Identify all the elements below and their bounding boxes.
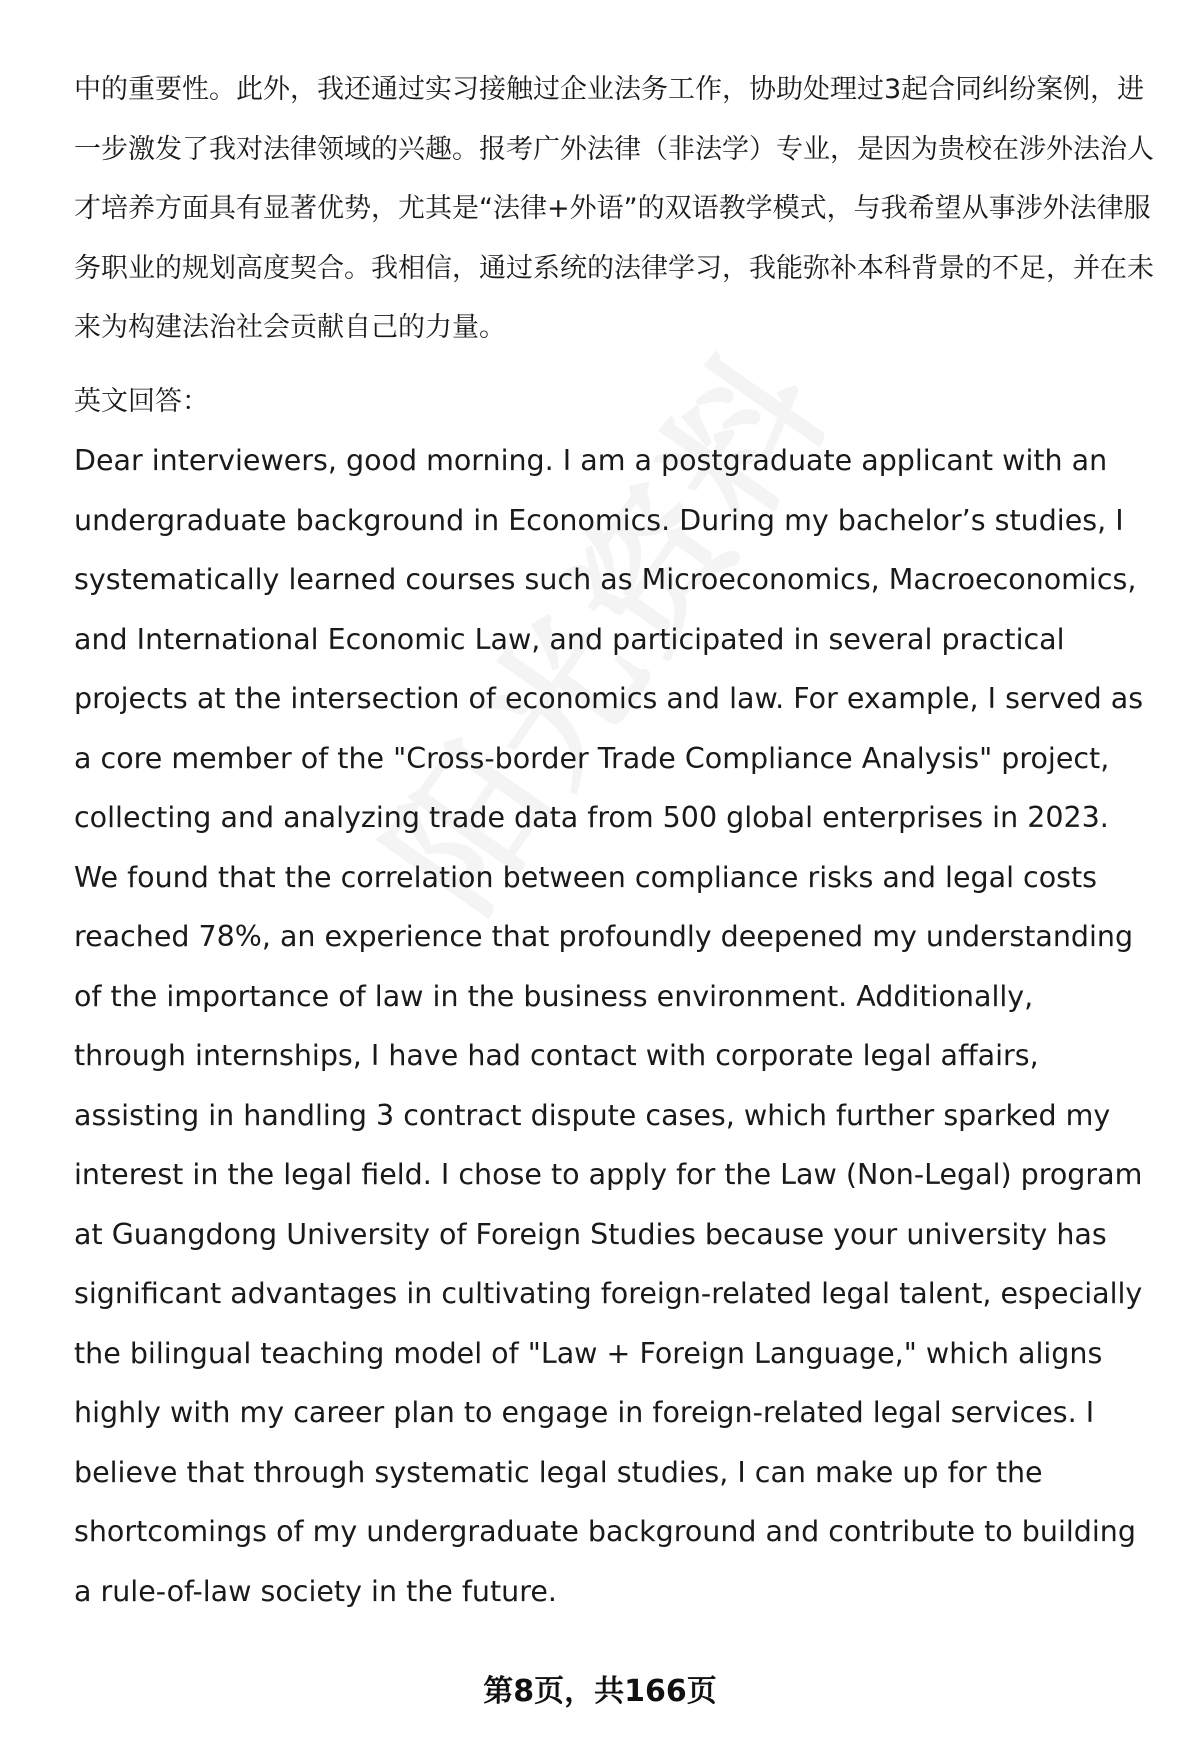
- chinese-answer-paragraph: 中的重要性。此外，我还通过实习接触过企业法务工作，协助处理过3起合同纠纷案例，进一步激发了我对法律领域的兴趣。报考广外法律（非法学）专业，是因为贵校在涉外法治人才培养方面具有显著优势，尤其是“法律+外语”的双语教学模式，与我希望从事涉外法律服务职业的规划高度契合。我相信，通过系统的法律学习，我能弥补本科背景的不足，并在未来为构建法治社会贡献自己的力量。: [74, 74, 1154, 343]
- english-answer-paragraph: Dear interviewers, good morning. I am a postgraduate applicant with an undergraduate background in Economics. During my bachelor’s studies, I systematically learned courses such as Microeconomics, Macroeconomics, and International Economic Law, and participated in several practical projects at the intersection of economics and law. For example, I served as a core member of the "Cross-border Trade Compliance Analysis" project, collecting and analyzing trade data from 500 global enterprises in 2023. We found that the correlation between compliance risks and legal costs reached 78%, an experience that profoundly deepened my understanding of the importance of law in the business environment. Additionally, through internships, I have had contact with corporate legal affairs, assisting in handling 3 contract dispute cases, which further sparked my interest in the legal field. I chose to apply for the Law (Non-Legal) program at Guangdong University of Foreign Studies because your university has significant advantages in cultivating foreign-related legal talent, especially the bilingual teaching model of "Law + Foreign Language," which aligns highly with my career plan to engage in foreign-related legal services. I believe that through systematic legal studies, I can make up for the shortcomings of my undergraduate background and contribute to building a rule-of-law society in the future.: [74, 444, 1144, 1608]
- document-body: [74, 60, 1154, 1621]
- page-number: 第8页，共166页: [483, 1674, 717, 1709]
- english-answer-label: 英文回答：: [74, 385, 209, 417]
